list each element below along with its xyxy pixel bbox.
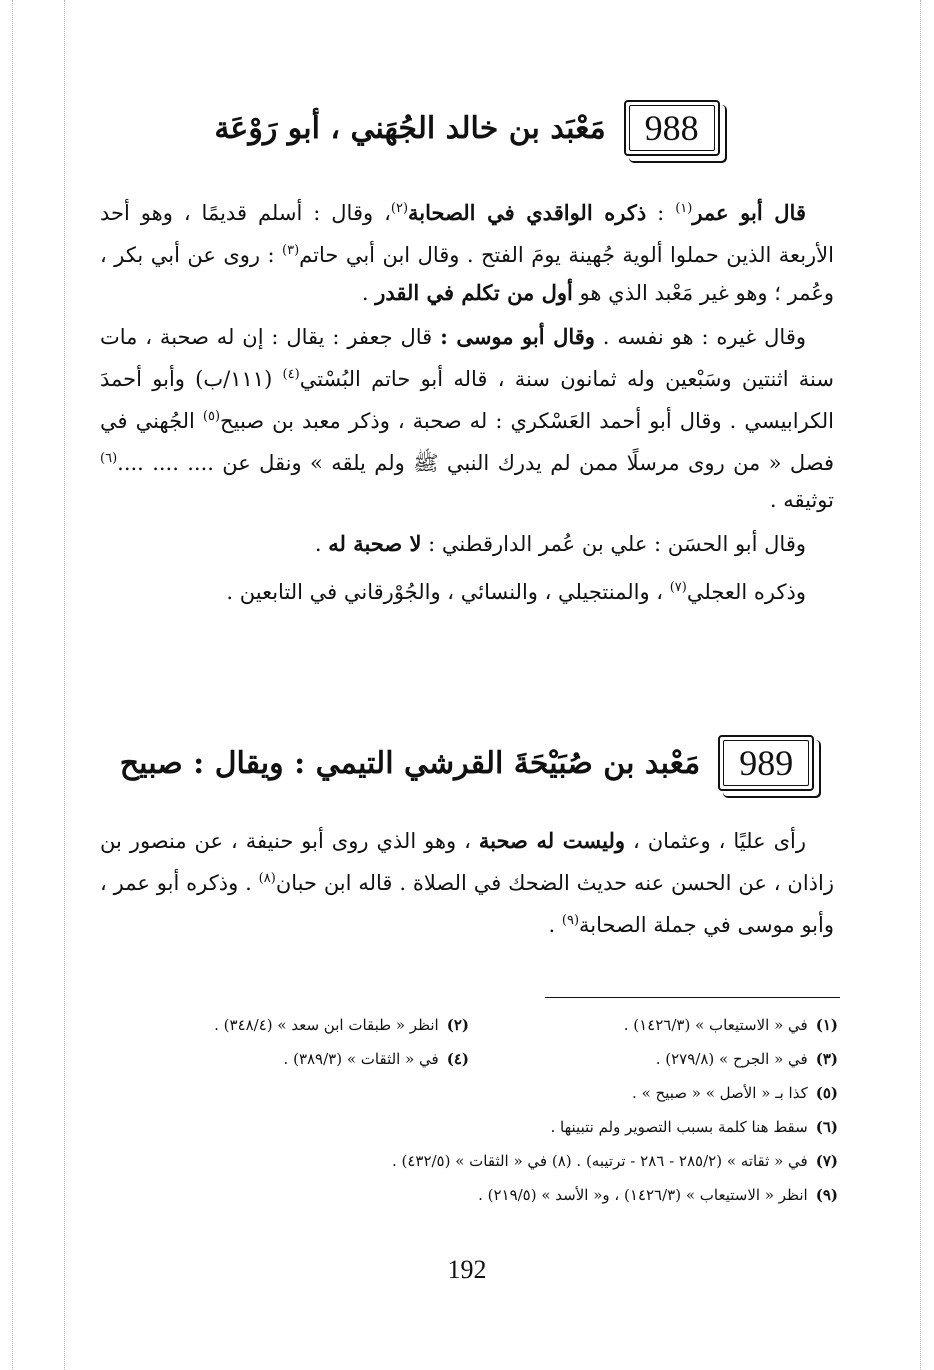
footnote bbox=[100, 1008, 469, 1042]
footnote-ref: (٧) bbox=[669, 580, 687, 595]
paragraph bbox=[100, 569, 834, 611]
footnote bbox=[469, 1008, 838, 1042]
text-run: (١١١/ب) وأبو أحمدَ الكرابيسي . وقال أبو أحمد العَسْكري : له صحبة ، وذكر معبد بن صبيح bbox=[100, 367, 834, 433]
footnote-ref: (٢) bbox=[390, 201, 409, 216]
footnote-ref: (٥) bbox=[202, 409, 221, 424]
footnote bbox=[100, 1110, 838, 1144]
footnote bbox=[100, 1178, 838, 1212]
entry-number-box: 988 bbox=[624, 100, 720, 156]
footnote bbox=[469, 1042, 838, 1076]
entry-title: مَعْبد بن صُبَيْحَةَ القرشي التيمي : ويقال : صبيح bbox=[119, 745, 701, 781]
page-number: 192 bbox=[447, 1255, 487, 1284]
text-run: وقال أبو موسى : bbox=[440, 324, 595, 349]
entry-body-989 bbox=[100, 822, 834, 950]
footnote-text: في « الثقات » (٣٨٩/٣) . bbox=[283, 1050, 439, 1068]
footnote-text: انظر « الاستيعاب » (١٤٢٦/٣) ، و« الأسد » (٢١٩/٥) . bbox=[478, 1186, 808, 1204]
footnotes bbox=[100, 1008, 838, 1212]
footnote-text: في « ثقاته » (٢٨٥/٢ - ٢٨٦ - ترتيبه) . (٨) في « الثقات » (٤٣٢/٥) . bbox=[391, 1152, 808, 1170]
footnote-number: (٧) bbox=[815, 1152, 838, 1170]
entry-heading-989 bbox=[100, 735, 834, 791]
footnote-ref: (٨) bbox=[258, 871, 276, 886]
text-run: ذكره الواقدي في الصحابة bbox=[408, 200, 647, 225]
footnote-row bbox=[100, 1008, 838, 1042]
text-run: ، وهو الذي روى أبو حنيفة ، عن منصور بن زاذان ، عن الحسن عنه حديث الضحك في الصلاة . قاله ابن حبان bbox=[100, 829, 835, 895]
footnote-text: في « الاستيعاب » (١٤٢٦/٣) . bbox=[623, 1016, 808, 1034]
footnote-row bbox=[100, 1144, 838, 1178]
entry-heading-988 bbox=[100, 100, 834, 156]
text-run: قال أبو عمر bbox=[692, 200, 806, 225]
text-run: توثيقه . bbox=[769, 488, 834, 512]
footnote-number: (١) bbox=[815, 1016, 838, 1034]
footnote-ref: (٤) bbox=[282, 367, 300, 382]
scan-edge-left-inner bbox=[64, 0, 65, 1370]
footnote-row bbox=[100, 1042, 838, 1076]
text-run: وقال أبو الحسَن : علي بن عُمر الدارقطني : bbox=[421, 532, 806, 556]
text-run: : روى عن أبي بكر ، وعُمر ؛ وهو غير مَعْبد الذي هو bbox=[100, 243, 834, 305]
footnote-number: (٦) bbox=[815, 1118, 838, 1136]
text-run: الجُهني في فصل « من روى مرسلًا ممن لم يدرك النبي ﷺ ولم يلقه » ونقل عن .... .... .... bbox=[100, 409, 834, 475]
text-run: : bbox=[646, 201, 676, 225]
text-run: وذكره العجلي bbox=[686, 580, 806, 604]
footnote-ref: (٣) bbox=[282, 243, 300, 258]
paragraph bbox=[100, 318, 834, 519]
text-run: أول من تكلم في القدر bbox=[375, 280, 573, 305]
paragraph bbox=[100, 525, 834, 563]
footnote-number: (٥) bbox=[815, 1084, 838, 1102]
text-run: . bbox=[314, 532, 329, 556]
footnote-row bbox=[100, 1178, 838, 1212]
footnote-text: سقط هنا كلمة بسبب التصوير ولم نتبينها . bbox=[550, 1118, 808, 1136]
text-run: لا صحبة له bbox=[328, 531, 422, 556]
footnote-text: في « الجرح » (٢٧٩/٨) . bbox=[655, 1050, 808, 1068]
footnote-separator bbox=[545, 997, 840, 998]
scan-edge-right bbox=[920, 0, 921, 1370]
text-run: . وذكره أبو عمر ، وأبو موسى في جملة الصحابة bbox=[100, 871, 834, 937]
footnote-row bbox=[100, 1110, 838, 1144]
footnote bbox=[100, 1144, 838, 1178]
paragraph bbox=[100, 190, 834, 312]
text-run: . bbox=[361, 281, 376, 305]
footnote-text: انظر « طبقات ابن سعد » (٣٤٨/٤) . bbox=[214, 1016, 439, 1034]
entry-number-box: 989 bbox=[718, 735, 814, 791]
text-run: وليست له صحبة bbox=[478, 828, 625, 853]
footnote-text: كذا بـ « الأصل » « صبيح » . bbox=[632, 1084, 808, 1102]
text-run: . bbox=[548, 913, 562, 937]
entry-title: مَعْبَد بن خالد الجُهَني ، أبو رَوْعَة bbox=[214, 110, 606, 146]
scan-edge-left bbox=[12, 0, 13, 1370]
footnote-number: (٢) bbox=[446, 1016, 469, 1034]
text-run: ، وقال : أسلم قديمًا ، وهو أحد الأربعة الذين حملوا ألوية جُهينة يومَ الفتح . وقال ابن أبي حاتم bbox=[100, 201, 834, 267]
text-run: قال جعفر : يقال : إن له صحبة ، مات سنة اثنتين وسَبْعين وله ثمانون سنة ، قاله أبو حاتم البُسْتي bbox=[100, 325, 834, 391]
footnote bbox=[100, 1076, 838, 1110]
entry-body-988 bbox=[100, 190, 834, 617]
footnote-ref: (١) bbox=[675, 201, 693, 216]
footnote-row bbox=[100, 1076, 838, 1110]
footnote-number: (٤) bbox=[446, 1050, 469, 1068]
footnote-ref: (٦) bbox=[100, 451, 118, 466]
footnote-ref: (٩) bbox=[561, 913, 580, 928]
footnote-number: (٣) bbox=[815, 1050, 838, 1068]
text-run: رأى عليًا ، وعثمان ، bbox=[624, 829, 806, 853]
text-run: وقال غيره : هو نفسه . bbox=[594, 325, 806, 349]
footnote-number: (٩) bbox=[815, 1186, 838, 1204]
text-run: ، والمنتجيلي ، والنسائي ، والجُوْرقاني في التابعين . bbox=[226, 580, 670, 604]
footnote bbox=[100, 1042, 469, 1076]
paragraph bbox=[100, 822, 834, 944]
